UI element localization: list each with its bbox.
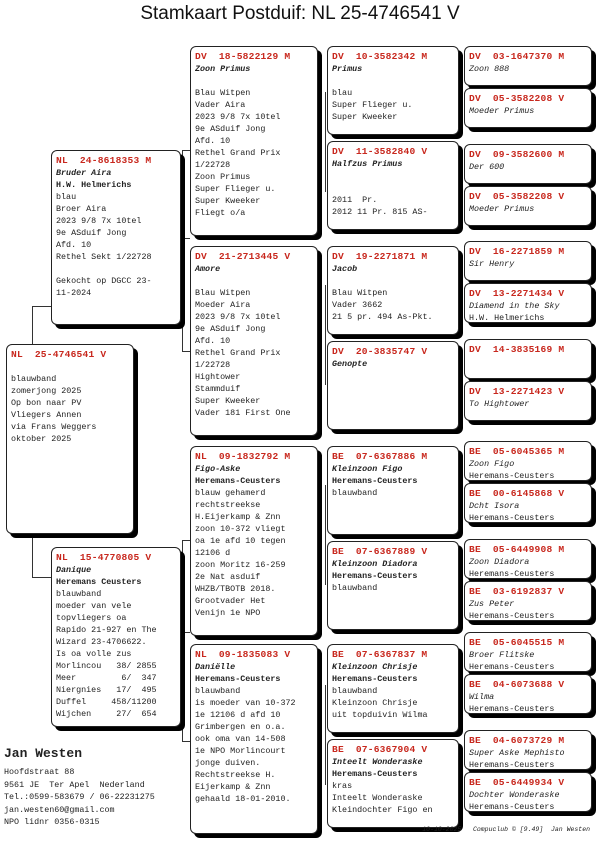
note-line xyxy=(195,275,313,287)
pigeon-name: Jacob xyxy=(332,264,358,274)
ring-number: DV 14-3835169 M xyxy=(469,343,565,355)
note-line: Broer Aira xyxy=(56,204,107,214)
pigeon-card-gp-mother-father[interactable] xyxy=(190,446,318,636)
note-line: Super Flieger u. xyxy=(195,184,276,194)
pigeon-card-ggp-5[interactable] xyxy=(327,446,459,535)
ring-number: NL 09-1835083 V xyxy=(195,649,291,660)
note-line: blau xyxy=(56,192,77,202)
pigeon-card-gggp-15[interactable] xyxy=(464,730,592,770)
note-line xyxy=(332,275,454,287)
note-line: blauwband xyxy=(11,374,57,384)
pigeon-card-gggp-5[interactable] xyxy=(464,241,592,281)
pigeon-name: Halfzus Primus xyxy=(332,159,403,169)
note-line xyxy=(195,75,313,87)
pigeon-card-ggp-2[interactable] xyxy=(327,141,459,230)
owner-name: Heremans-Ceusters xyxy=(332,476,418,486)
pigeon-name: Wilma xyxy=(469,692,495,702)
pigeon-name: Danique xyxy=(56,565,92,575)
note-line: Morlincou 38/ 2855 xyxy=(56,661,157,671)
note-line: Afd. 10 xyxy=(195,136,231,146)
pigeon-name: Kleinzoon Chrisje xyxy=(332,662,418,672)
note-line: Rethel Sekt 1/22728 xyxy=(56,252,152,262)
note-line: 1e NPO Morlincourt xyxy=(195,746,286,756)
ring-number: DV 13-2271423 V xyxy=(469,385,565,397)
pigeon-name xyxy=(469,356,587,368)
ring-number: DV 21-2713445 V xyxy=(195,251,291,262)
pigeon-card-father[interactable] xyxy=(51,150,181,325)
pigeon-card-gggp-1[interactable] xyxy=(464,46,592,86)
pigeon-name: Genopte xyxy=(332,359,368,369)
ring-number: BE 05-6045365 M xyxy=(469,446,565,457)
note-line: Meer 6/ 347 xyxy=(56,673,157,683)
ring-number: DV 16-2271859 M xyxy=(469,246,565,257)
pigeon-card-ggp-8[interactable] xyxy=(327,739,459,828)
note-line: Venijn 1e NPO xyxy=(195,608,261,618)
pigeon-name: Kleinzoon Figo xyxy=(332,464,403,474)
breeder-city: 9561 JE Ter Apel Nederland xyxy=(4,779,145,790)
note-line: 1e 12106 d afd 10 xyxy=(195,710,281,720)
owner-name: H.W. Helmerichs xyxy=(56,180,132,190)
pigeon-card-gggp-13[interactable] xyxy=(464,632,592,672)
note-line: blauwband xyxy=(56,589,102,599)
pigeon-name: Inteelt Wonderaske xyxy=(332,757,423,767)
pigeon-name: Zoon 888 xyxy=(469,64,510,74)
note-line: Wijchen 27/ 654 xyxy=(56,709,157,719)
owner-name: Heremans-Ceusters xyxy=(469,568,555,579)
ring-number: BE 03-6192837 V xyxy=(469,585,565,597)
pigeon-name: Zus Peter xyxy=(469,598,515,609)
note-line: Rethel Grand Prix xyxy=(195,348,281,358)
note-line: Eijerkamp & Znn xyxy=(195,782,271,792)
note-line: Super Kweeker xyxy=(195,196,261,206)
note-line: uit topduivin Wilma xyxy=(332,710,428,720)
note-line: rechtstreekse xyxy=(195,500,261,510)
connector-subject-stem xyxy=(32,306,33,346)
pigeon-name: Diamend in the Sky xyxy=(469,301,560,311)
ring-number: BE 07-6367889 V xyxy=(332,546,428,557)
note-line: blauw gehamerd xyxy=(195,488,266,498)
note-line: Afd. 10 xyxy=(195,336,231,346)
note-line: Zoon Primus xyxy=(195,172,251,182)
note-line: 9e ASduif Jong xyxy=(195,124,266,134)
note-line: jonge duiven. xyxy=(195,758,261,768)
pigeon-card-gggp-8[interactable] xyxy=(464,381,592,421)
pigeon-name: Daniëlle xyxy=(195,662,236,672)
note-line: ook oma van 14-508 xyxy=(195,734,286,744)
pigeon-name: Kleinzoon Diadora xyxy=(332,559,418,569)
pigeon-name: Dochter Wonderaske xyxy=(469,789,560,800)
note-line: 2011 Pr. xyxy=(332,195,378,205)
ring-number: DV 05-3582208 V xyxy=(469,190,565,202)
note-line: 2012 11 Pr. 815 AS- xyxy=(332,207,428,217)
note-line: Vliegers Annen xyxy=(11,410,82,420)
note-line: Blau Witpen xyxy=(332,288,388,298)
connector-mother-stem xyxy=(182,632,190,633)
ring-number: BE 05-6449908 M xyxy=(469,543,565,555)
note-line: Super Kweeker xyxy=(195,396,261,406)
note-line: Blau Witpen xyxy=(195,88,251,98)
ring-number: DV 11-3582840 V xyxy=(332,146,428,157)
pigeon-name: Moeder Primus xyxy=(469,203,535,214)
note-line: 11-2024 xyxy=(56,288,92,298)
ring-number: NL 09-1832792 M xyxy=(195,451,291,462)
note-line: Wizard 23-4706622. xyxy=(56,637,147,647)
note-line: Grimbergen en o.a. xyxy=(195,722,286,732)
owner-name: Heremans-Ceusters xyxy=(332,674,418,684)
note-line: Hightower xyxy=(195,372,241,382)
note-line: Super Flieger u. xyxy=(332,100,413,110)
notes xyxy=(56,588,176,720)
pigeon-name: Amore xyxy=(195,264,221,274)
note-line: via Frans Weggers xyxy=(11,422,97,432)
owner-name: Heremans Ceusters xyxy=(56,577,142,587)
pigeon-card-gggp-3[interactable] xyxy=(464,144,592,184)
note-line: Niergnies 17/ 495 xyxy=(56,685,157,695)
page-title: Stamkaart Postduif: NL 25-4746541 V xyxy=(140,3,460,24)
note-line: zoon 10-372 vliegt xyxy=(195,524,286,534)
pigeon-card-gggp-10[interactable] xyxy=(464,483,592,523)
ring-number: NL 15-4770805 V xyxy=(56,552,152,563)
note-line: is moeder van 10-372 xyxy=(195,698,296,708)
pigeon-card-gggp-6[interactable] xyxy=(464,283,592,323)
note-line: Afd. 10 xyxy=(56,240,92,250)
ring-number: DV 18-5822129 M xyxy=(195,51,291,62)
pigeon-card-gggp-2[interactable] xyxy=(464,88,592,128)
ring-number: DV 09-3582600 M xyxy=(469,148,565,160)
pigeon-card-gp-mother-mother[interactable] xyxy=(190,644,318,834)
note-line: Fliegt o/a xyxy=(195,208,246,218)
ring-number: BE 04-6073729 M xyxy=(469,734,565,746)
pigeon-card-gggp-9[interactable] xyxy=(464,441,592,481)
pigeon-name: Super Aske Mephisto xyxy=(469,747,565,758)
pigeon-name: To Hightower xyxy=(469,398,530,409)
note-line xyxy=(56,263,176,275)
note-line: gehaald 18-01-2010. xyxy=(195,794,291,804)
pigeon-card-gp-father-mother[interactable] xyxy=(190,246,318,436)
ring-number: BE 05-6449934 V xyxy=(469,776,565,788)
note-line: 21 5 pr. 494 As-Pkt. xyxy=(332,312,433,322)
note-line: Vader Aira xyxy=(195,100,246,110)
note-line: H.Eijerkamp & Znn xyxy=(195,512,281,522)
ring-number: BE 07-6367886 M xyxy=(332,451,428,462)
pigeon-name: Broer Flitske xyxy=(469,650,535,660)
pigeon-card-gggp-11[interactable] xyxy=(464,539,592,579)
owner-name: Heremans-Ceusters xyxy=(469,704,555,714)
note-line: Vader 3662 xyxy=(332,300,383,310)
note-line: Is oa volle zus xyxy=(56,649,132,659)
pigeon-card-ggp-1[interactable] xyxy=(327,46,459,135)
pigeon-card-gggp-14[interactable] xyxy=(464,674,592,714)
note-line: Moeder Aira xyxy=(195,300,251,310)
owner-name: H.W. Helmerichs xyxy=(469,313,545,323)
pigeon-card-gggp-16[interactable] xyxy=(464,772,592,812)
notes xyxy=(56,191,176,299)
owner-name: Heremans-Ceusters xyxy=(195,476,281,486)
notes xyxy=(11,361,129,445)
owner-name: Heremans-Ceusters xyxy=(469,610,555,621)
ring-number: NL 24-8618353 M xyxy=(56,155,152,166)
note-line: Stammduif xyxy=(195,384,241,394)
note-line: oa 1e afd 10 tegen xyxy=(195,536,286,546)
ring-number: BE 04-6073688 V xyxy=(469,679,565,690)
note-line: 12106 d xyxy=(195,548,231,558)
pigeon-card-gggp-12[interactable] xyxy=(464,581,592,621)
pigeon-name: Zoon Primus xyxy=(195,64,251,74)
pigeon-name: Dcht Isora xyxy=(469,501,520,511)
owner-name: Heremans-Ceusters xyxy=(332,769,418,779)
note-line: Super Kweeker xyxy=(332,112,398,122)
note-line: Duffel 458/11200 xyxy=(56,697,157,707)
owner-name: Heremans-Ceusters xyxy=(332,571,418,581)
pigeon-name: Der 600 xyxy=(469,161,505,172)
note-line xyxy=(332,75,454,87)
owner-name: Heremans-Ceusters xyxy=(469,662,555,672)
footer-credit: 10-10-2025 Compuclub © [9.49] Jan Westen xyxy=(422,826,590,833)
note-line: blauwband xyxy=(332,583,378,593)
note-line: 9e ASduif Jong xyxy=(56,228,127,238)
note-line: WHZB/TBOTB 2018. xyxy=(195,584,276,594)
pigeon-card-gggp-7[interactable] xyxy=(464,339,592,379)
note-line: moeder van vele xyxy=(56,601,132,611)
note-line: blau xyxy=(332,88,353,98)
breeder-name: Jan Westen xyxy=(4,746,83,761)
pigeon-name: Zoon Figo xyxy=(469,459,515,469)
owner-name: Heremans-Ceusters xyxy=(195,674,281,684)
ring-number: NL 25-4746541 V xyxy=(11,349,107,360)
ring-number: DV 13-2271434 V xyxy=(469,288,565,299)
pigeon-name: Zoon Diadora xyxy=(469,556,530,567)
note-line: 2023 9/8 7x 10tel xyxy=(195,112,281,122)
note-line xyxy=(332,170,454,182)
pigeon-card-ggp-4[interactable] xyxy=(327,341,459,430)
ring-number: DV 05-3582208 V xyxy=(469,93,565,104)
pigeon-name: Primus xyxy=(332,64,363,74)
note-line: Gekocht op DGCC 23- xyxy=(56,276,152,286)
note-line: 1/22728 xyxy=(195,360,231,370)
pigeon-card-ggp-3[interactable] xyxy=(327,246,459,335)
pigeon-card-subject[interactable] xyxy=(6,344,134,534)
note-line: Kleindochter Figo en xyxy=(332,805,433,815)
breeder-member-number: NPO lidnr 0356-0315 xyxy=(4,817,100,827)
owner-name: Heremans-Ceusters xyxy=(469,801,555,812)
note-line: kras xyxy=(332,781,353,791)
pigeon-card-mother[interactable] xyxy=(51,547,181,727)
pigeon-name: Moeder Primus xyxy=(469,106,535,116)
note-line: Kleinzoon Chrisje xyxy=(332,698,418,708)
note-line: blauwband xyxy=(332,686,378,696)
note-line: Rechtstreekse H. xyxy=(195,770,276,780)
note-line: zoon Moritz 16-259 xyxy=(195,560,286,570)
breeder-info xyxy=(4,745,155,829)
pigeon-card-gggp-4[interactable] xyxy=(464,186,592,226)
note-line: Inteelt Wonderaske xyxy=(332,793,423,803)
note-line: Op bon naar PV xyxy=(11,398,82,408)
note-line: 2e Nat asduif xyxy=(195,572,261,582)
owner-name: Heremans-Ceusters xyxy=(469,513,555,523)
note-line: Rethel Grand Prix xyxy=(195,148,281,158)
pigeon-card-ggp-7[interactable] xyxy=(327,644,459,733)
note-line: topvliegers oa xyxy=(56,613,127,623)
note-line: 9e ASduif Jong xyxy=(195,324,266,334)
note-line xyxy=(11,361,129,373)
owner-name: Heremans-Ceusters xyxy=(469,759,555,770)
note-line: zomerjong 2025 xyxy=(11,386,82,396)
pigeon-name: Figo-Aske xyxy=(195,464,241,474)
breeder-phone: Tel.:0599-583679 / 06-22231275 xyxy=(4,792,155,802)
note-line: 1/22728 xyxy=(195,160,231,170)
ring-number: DV 03-1647370 M xyxy=(469,51,565,62)
breeder-address: Hoofdstraat 88 xyxy=(4,767,75,777)
connector-father-stem xyxy=(182,238,190,239)
ring-number: BE 00-6145868 V xyxy=(469,488,565,499)
note-line: 2023 9/8 7x 10tel xyxy=(195,312,281,322)
note-line: Rapido 21-927 en The xyxy=(56,625,157,635)
note-line: 2023 9/8 7x 10tel xyxy=(56,216,142,226)
note-line: oktober 2025 xyxy=(11,434,72,444)
pigeon-card-gp-father-father[interactable] xyxy=(190,46,318,236)
breeder-email: jan.westen60@gmail.com xyxy=(4,804,115,815)
ring-number: DV 20-3835747 V xyxy=(332,346,428,357)
pigeon-card-ggp-6[interactable] xyxy=(327,541,459,630)
pigeon-name: Bruder Aira xyxy=(56,168,112,178)
note-line: Grootvader Het xyxy=(195,596,266,606)
note-line: Vader 181 First One xyxy=(195,408,291,418)
note-line: blauwband xyxy=(195,686,241,696)
ring-number: DV 10-3582342 M xyxy=(332,51,428,62)
ring-number: DV 19-2271871 M xyxy=(332,251,428,262)
note-line xyxy=(332,182,454,194)
note-line: Blau Witpen xyxy=(195,288,251,298)
ring-number: BE 07-6367837 M xyxy=(332,649,428,660)
ring-number: BE 07-6367904 V xyxy=(332,744,428,755)
pigeon-name: Sir Henry xyxy=(469,259,515,269)
ring-number: BE 05-6045515 M xyxy=(469,637,565,648)
owner-name: Heremans-Ceusters xyxy=(469,471,555,481)
note-line: blauwband xyxy=(332,488,378,498)
